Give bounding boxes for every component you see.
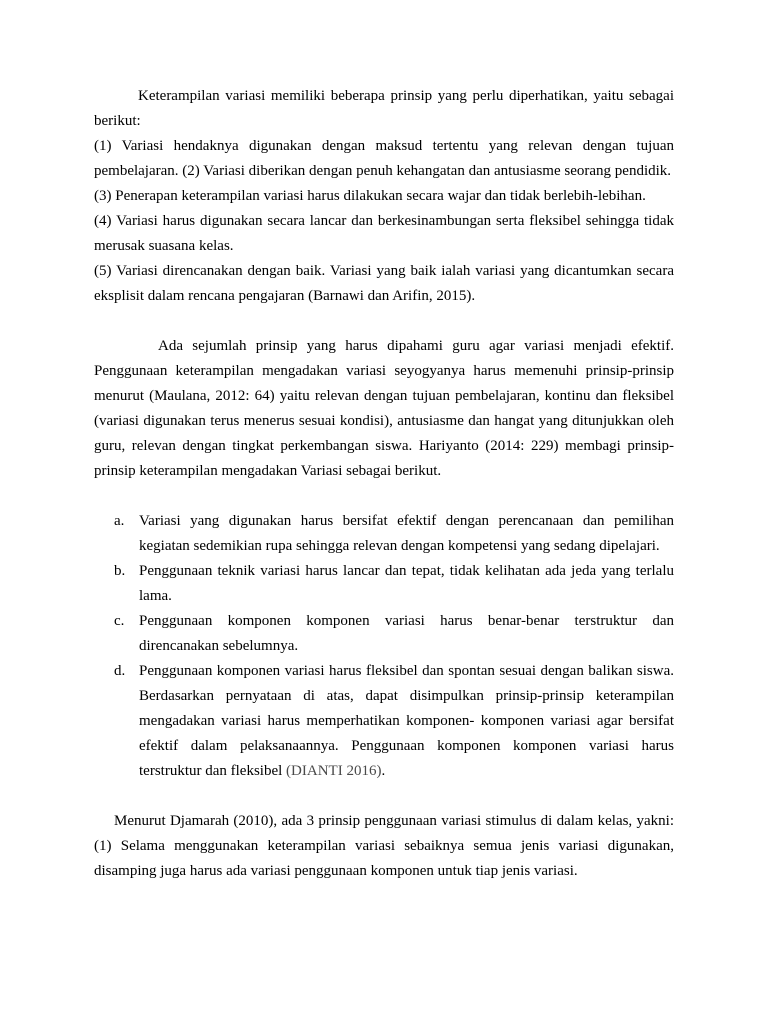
list-item-a [94, 509, 674, 559]
list-item-text: Penggunaan teknik variasi harus lancar dan tepat, tidak kelihatan ada jeda yang terlalu lama. [139, 563, 674, 604]
principle-1-2: (1) Variasi hendaknya digunakan dengan maksud tertentu yang relevan dengan tujuan pembelajaran. (2) Variasi diberikan dengan penuh kehangatan dan antusiasme seorang pendidik. [94, 138, 674, 179]
principles-list [94, 509, 674, 784]
principle-5: (5) Variasi direncanakan dengan baik. Variasi yang baik ialah variasi yang dicantumkan secara eksplisit dalam rencana pengajaran (Barnawi dan Arifin, 2015). [94, 263, 674, 304]
list-marker: d. [114, 663, 126, 679]
citation-dianti: (DIANTI 2016) [286, 763, 382, 779]
paragraph-intro: Keterampilan variasi memiliki beberapa prinsip yang perlu diperhatikan, yaitu sebagai berikut: [94, 88, 674, 129]
principle-3: (3) Penerapan keterampilan variasi harus dilakukan secara wajar dan tidak berlebih-lebihan. [94, 188, 646, 204]
list-item-text: Variasi yang digunakan harus bersifat efektif dengan perencanaan dan pemilihan kegiatan sedemikian rupa sehingga relevan dengan kompetensi yang sedang dipelajari. [139, 513, 674, 554]
paragraph-djamarah: Menurut Djamarah (2010), ada 3 prinsip penggunaan variasi stimulus di dalam kelas, yakni: (1) Selama menggunakan keterampilan variasi sebaiknya semua jenis variasi digunakan, disamping juga harus ada variasi penggunaan komponen untuk tiap jenis variasi. [94, 813, 674, 879]
principle-4: (4) Variasi harus digunakan secara lancar dan berkesinambungan serta fleksibel sehingga tidak merusak suasana kelas. [94, 213, 674, 254]
list-item-b [94, 559, 674, 609]
list-item-d [94, 659, 674, 784]
list-item-text: Penggunaan komponen variasi harus fleksibel dan spontan sesuai dengan balikan siswa. Berdasarkan pernyataan di atas, dapat disimpulkan prinsip-prinsip keterampilan mengadakan variasi harus memperhatikan komponen- komponen variasi agar bersifat efektif dalam pelaksanaannya. Penggunaan komponen komponen variasi harus terstruktur dan fleksibel [139, 663, 674, 779]
list-item-text: Penggunaan komponen komponen variasi harus benar-benar terstruktur dan direncanakan sebelumnya. [139, 613, 674, 654]
document-page [94, 84, 674, 884]
list-marker: a. [114, 513, 125, 529]
list-marker: c. [114, 613, 125, 629]
list-marker: b. [114, 563, 126, 579]
paragraph-maulana: Ada sejumlah prinsip yang harus dipahami guru agar variasi menjadi efektif. Penggunaan keterampilan mengadakan variasi seyogyanya harus memenuhi prinsip-prinsip menurut (Maulana, 2012: 64) yaitu relevan dengan tujuan pembelajaran, kontinu dan fleksibel (variasi digunakan terus menerus sesuai kondisi), antusiasme dan hangat yang ditunjukkan oleh guru, relevan dengan tingkat perkembangan siswa. Hariyanto (2014: 229) membagi prinsip-prinsip keterampilan mengadakan Variasi sebagai berikut. [94, 338, 674, 479]
list-item-tail: . [381, 763, 386, 779]
list-item-c [94, 609, 674, 659]
